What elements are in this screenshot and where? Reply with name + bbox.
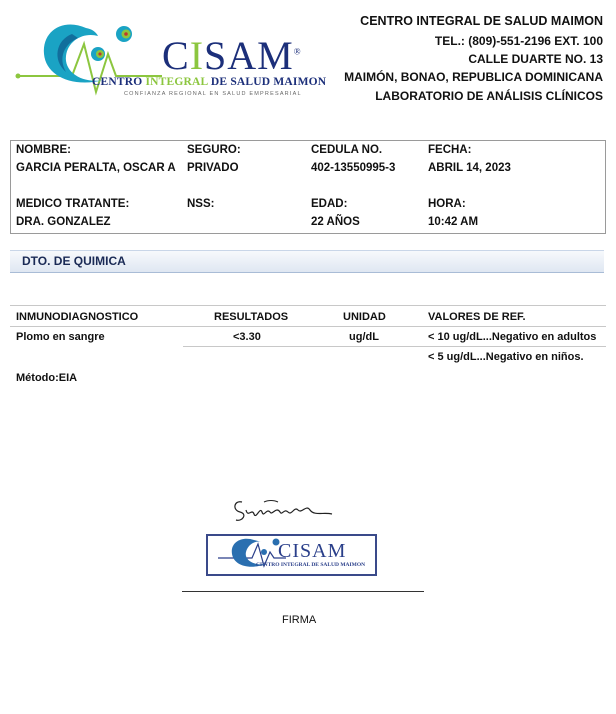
result-unit: ug/dL <box>349 331 379 343</box>
lab-department: LABORATORIO DE ANÁLISIS CLÍNICOS <box>375 89 603 103</box>
result-ref-children: < 5 ug/dL...Negativo en niños. <box>428 351 584 363</box>
section-title: DTO. DE QUIMICA <box>22 254 126 268</box>
medico-value: DRA. GONZALEZ <box>16 216 111 228</box>
cisam-logo <box>12 14 327 104</box>
edad-label: EDAD: <box>311 198 348 210</box>
clinic-street: CALLE DUARTE NO. 13 <box>468 52 603 66</box>
clinic-city: MAIMÓN, BONAO, REPUBLICA DOMINICANA <box>344 70 603 84</box>
method-note: Método:EIA <box>16 372 78 384</box>
nombre-value: GARCIA PERALTA, OSCAR A <box>16 162 176 174</box>
clinic-phone: TEL.: (809)-551-2196 EXT. 100 <box>434 34 603 48</box>
cedula-value: 402-13550995-3 <box>311 162 396 174</box>
result-test-name: Plomo en sangre <box>16 331 105 343</box>
seguro-value: PRIVADO <box>187 162 239 174</box>
stamp-wordmark: CISAM <box>278 540 347 562</box>
col-header-unit: UNIDAD <box>343 311 386 323</box>
col-header-test: INMUNODIAGNOSTICO <box>16 311 139 323</box>
result-value: <3.30 <box>233 331 261 343</box>
clinic-name: CENTRO INTEGRAL DE SALUD MAIMON <box>360 14 603 28</box>
nombre-label: NOMBRE: <box>16 144 71 156</box>
result-ref-adults: < 10 ug/dL...Negativo en adultos <box>428 331 597 343</box>
table-row-rule <box>183 346 606 347</box>
logo-wordmark: CISAM® <box>162 33 302 78</box>
stamp-subtitle: CENTRO INTEGRAL DE SALUD MAIMON <box>256 562 366 568</box>
cisam-stamp <box>206 534 377 576</box>
logo-subtagline: CONFIANZA REGIONAL EN SALUD EMPRESARIAL <box>124 91 302 97</box>
col-header-ref: VALORES DE REF. <box>428 311 526 323</box>
col-header-result: RESULTADOS <box>214 311 289 323</box>
seguro-label: SEGURO: <box>187 144 241 156</box>
logo-tagline: CENTRO INTEGRAL DE SALUD MAIMON <box>92 76 327 88</box>
edad-value: 22 AÑOS <box>311 216 360 228</box>
handwritten-signature <box>228 494 338 524</box>
table-header-rule <box>10 326 606 327</box>
medico-label: MEDICO TRATANTE: <box>16 198 130 210</box>
nss-label: NSS: <box>187 198 215 210</box>
signature-line <box>182 591 424 592</box>
cedula-label: CEDULA NO. <box>311 144 383 156</box>
fecha-label: FECHA: <box>428 144 472 156</box>
hora-label: HORA: <box>428 198 466 210</box>
hora-value: 10:42 AM <box>428 216 479 228</box>
firma-label: FIRMA <box>282 614 317 626</box>
table-top-rule <box>10 305 606 306</box>
fecha-value: ABRIL 14, 2023 <box>428 162 511 174</box>
